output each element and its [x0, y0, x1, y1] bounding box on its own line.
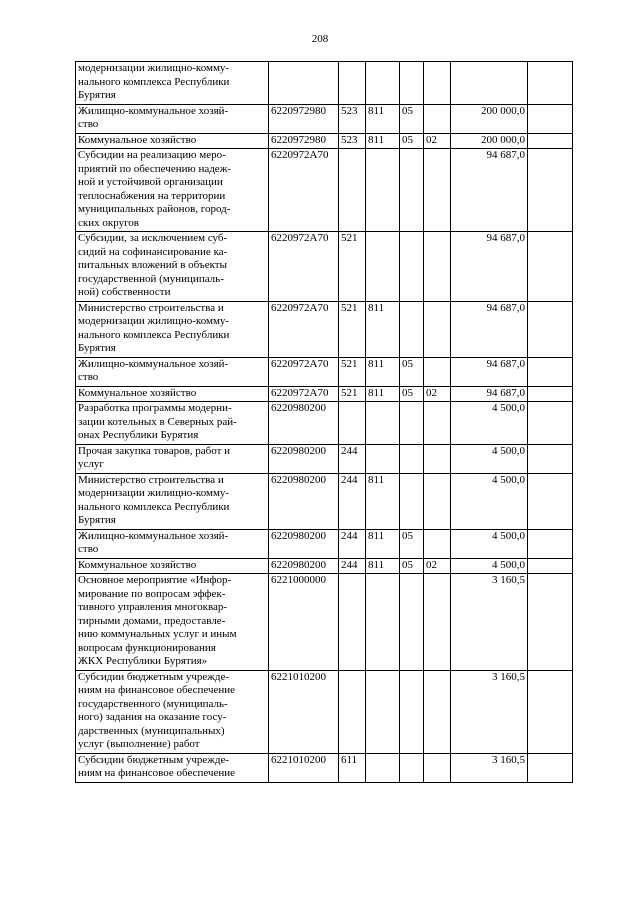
item-name-line: ство [78, 371, 99, 383]
table-row [76, 232, 573, 302]
item-name-line: ство [78, 118, 99, 130]
target-article-code: 6220972А70 [269, 232, 339, 302]
expense-type-code: 521 [339, 232, 366, 302]
item-name-line: Коммунальное хозяйство [78, 386, 197, 399]
department-code: 811 [366, 473, 400, 529]
expense-type-code: 244 [339, 558, 366, 574]
department-code: 811 [366, 301, 400, 357]
item-name-line: ских округов [78, 216, 139, 229]
item-name-line: Бурятия [78, 514, 116, 526]
table-row [76, 133, 573, 149]
extra-column [528, 62, 573, 105]
item-name-line: Субсидии бюджетным учрежде- [78, 753, 230, 766]
subsection-code [424, 232, 451, 302]
subsection-code [424, 149, 451, 232]
extra-column [528, 574, 573, 671]
department-code: 811 [366, 529, 400, 558]
extra-column [528, 104, 573, 133]
item-name-line: Министерство строительства и [78, 473, 224, 486]
amount: 4 500,0 [451, 558, 528, 574]
item-name [76, 301, 269, 357]
amount: 200 000,0 [451, 133, 528, 149]
extra-column [528, 529, 573, 558]
item-name [76, 402, 269, 445]
department-code: 811 [366, 357, 400, 386]
target-article-code: 6220972А70 [269, 386, 339, 402]
subsection-code [424, 301, 451, 357]
target-article-code: 6221010200 [269, 753, 339, 782]
item-name-line: Субсидии на реализацию меро- [78, 149, 226, 161]
table-row [76, 753, 573, 782]
extra-column [528, 753, 573, 782]
subsection-code [424, 574, 451, 671]
item-name-line: Коммунальное хозяйство [78, 558, 197, 571]
table-body [76, 62, 573, 783]
item-name [76, 529, 269, 558]
item-name-line: Жилищно-коммунальное хозяй- [78, 104, 229, 117]
extra-column [528, 386, 573, 402]
item-name [76, 104, 269, 133]
amount: 94 687,0 [451, 301, 528, 357]
department-code: 811 [366, 386, 400, 402]
amount [451, 62, 528, 105]
item-name [76, 386, 269, 402]
extra-column [528, 444, 573, 473]
table-row [76, 574, 573, 671]
section-code: 05 [400, 357, 424, 386]
subsection-code [424, 670, 451, 753]
extra-column [528, 473, 573, 529]
section-code: 05 [400, 558, 424, 574]
table-row [76, 670, 573, 753]
item-name [76, 62, 269, 105]
amount: 3 160,5 [451, 753, 528, 782]
item-name-line: онах Республики Бурятия [78, 429, 199, 441]
subsection-code [424, 402, 451, 445]
table-row [76, 104, 573, 133]
item-name-line: тивного управления многоквар- [78, 601, 228, 613]
section-code: 05 [400, 529, 424, 558]
item-name-line: ство [78, 543, 99, 555]
expense-type-code [339, 62, 366, 105]
item-name-line: ниям на финансовое обеспечение [78, 684, 236, 696]
subsection-code [424, 473, 451, 529]
extra-column [528, 301, 573, 357]
table-row [76, 62, 573, 105]
item-name-line: муниципальных районов, город- [78, 203, 231, 215]
page-number: 208 [311, 33, 329, 45]
item-name-line: Бурятия [78, 89, 116, 101]
section-code [400, 232, 424, 302]
item-name-line: Жилищно-коммунальное хозяй- [78, 357, 229, 370]
table-row [76, 357, 573, 386]
item-name-line: нального комплекса Республики [78, 75, 230, 88]
item-name [76, 753, 269, 782]
department-code [366, 402, 400, 445]
department-code: 811 [366, 133, 400, 149]
target-article-code: 6221000000 [269, 574, 339, 671]
item-name-line: ЖКХ Республики Бурятия» [78, 655, 208, 667]
department-code [366, 444, 400, 473]
item-name-line: услуг (выполнение) работ [78, 738, 200, 750]
amount: 3 160,5 [451, 574, 528, 671]
amount: 4 500,0 [451, 444, 528, 473]
item-name-line: Бурятия [78, 342, 116, 354]
item-name-line: теплоснабжения на территории [78, 189, 226, 202]
amount: 4 500,0 [451, 529, 528, 558]
department-code [366, 149, 400, 232]
target-article-code: 6220980200 [269, 473, 339, 529]
extra-column [528, 670, 573, 753]
subsection-code [424, 357, 451, 386]
subsection-code [424, 529, 451, 558]
section-code: 05 [400, 386, 424, 402]
item-name-line: Субсидии бюджетным учрежде- [78, 670, 230, 683]
section-code [400, 149, 424, 232]
target-article-code: 6220972А70 [269, 357, 339, 386]
target-article-code: 6220972980 [269, 104, 339, 133]
expense-type-code: 244 [339, 473, 366, 529]
item-name-line: Основное мероприятие «Инфор- [78, 574, 232, 586]
expense-type-code: 244 [339, 529, 366, 558]
item-name [76, 133, 269, 149]
item-name-line: ниям на финансовое обеспечение [78, 767, 236, 779]
extra-column [528, 149, 573, 232]
item-name-line: мирование по вопросам эффек- [78, 587, 226, 600]
department-code [366, 574, 400, 671]
expense-type-code [339, 402, 366, 445]
amount: 94 687,0 [451, 357, 528, 386]
section-code [400, 574, 424, 671]
item-name-line: Жилищно-коммунальное хозяй- [78, 529, 229, 542]
department-code: 811 [366, 104, 400, 133]
expense-type-code: 611 [339, 753, 366, 782]
item-name-line: питальных вложений в объекты [78, 259, 227, 271]
amount: 4 500,0 [451, 473, 528, 529]
expense-type-code [339, 149, 366, 232]
expense-type-code: 244 [339, 444, 366, 473]
amount: 94 687,0 [451, 232, 528, 302]
subsection-code [424, 62, 451, 105]
expense-type-code [339, 670, 366, 753]
item-name-line: зации котельных в Северных рай- [78, 415, 237, 428]
department-code [366, 232, 400, 302]
item-name-line: ного) задания на оказание госу- [78, 711, 227, 723]
subsection-code: 02 [424, 133, 451, 149]
item-name [76, 444, 269, 473]
section-code [400, 753, 424, 782]
expense-type-code: 521 [339, 386, 366, 402]
item-name-line: дарственных (муниципальных) [78, 724, 225, 737]
section-code: 05 [400, 133, 424, 149]
expense-type-code: 523 [339, 104, 366, 133]
amount: 4 500,0 [451, 402, 528, 445]
target-article-code: 6221010200 [269, 670, 339, 753]
section-code [400, 444, 424, 473]
item-name-line: сидий на софинансирование ка- [78, 245, 228, 258]
section-code [400, 670, 424, 753]
item-name-line: Разработка программы модерни- [78, 402, 232, 414]
extra-column [528, 402, 573, 445]
table-row [76, 386, 573, 402]
target-article-code: 6220972А70 [269, 301, 339, 357]
expense-type-code: 521 [339, 357, 366, 386]
extra-column [528, 558, 573, 574]
department-code [366, 670, 400, 753]
amount: 94 687,0 [451, 149, 528, 232]
item-name-line: Министерство строительства и [78, 301, 224, 314]
expense-type-code: 521 [339, 301, 366, 357]
table-row [76, 444, 573, 473]
item-name-line: модернизации жилищно-комму- [78, 62, 230, 74]
item-name-line: модернизации жилищно-комму- [78, 315, 230, 327]
table-row [76, 149, 573, 232]
subsection-code [424, 104, 451, 133]
extra-column [528, 232, 573, 302]
item-name-line: Субсидии, за исключением суб- [78, 232, 228, 244]
item-name-line: нального комплекса Республики [78, 328, 230, 341]
table-row [76, 473, 573, 529]
subsection-code: 02 [424, 386, 451, 402]
target-article-code: 6220980200 [269, 402, 339, 445]
item-name [76, 670, 269, 753]
item-name-line: тирными домами, предоставле- [78, 614, 226, 627]
budget-table [75, 61, 573, 783]
target-article-code: 6220972980 [269, 133, 339, 149]
item-name-line: Прочая закупка товаров, работ и [78, 444, 231, 457]
item-name-line: нального комплекса Республики [78, 500, 230, 513]
department-code: 811 [366, 558, 400, 574]
expense-type-code: 523 [339, 133, 366, 149]
subsection-code [424, 444, 451, 473]
target-article-code: 6220972А70 [269, 149, 339, 232]
item-name-line: ной и устойчивой организации [78, 176, 223, 188]
item-name [76, 149, 269, 232]
target-article-code: 6220980200 [269, 444, 339, 473]
target-article-code [269, 62, 339, 105]
item-name [76, 357, 269, 386]
target-article-code: 6220980200 [269, 529, 339, 558]
extra-column [528, 357, 573, 386]
table-row [76, 301, 573, 357]
item-name-line: государственного (муниципаль- [78, 697, 228, 710]
table-row [76, 402, 573, 445]
item-name [76, 558, 269, 574]
item-name-line: модернизации жилищно-комму- [78, 487, 230, 499]
department-code [366, 753, 400, 782]
item-name [76, 232, 269, 302]
item-name [76, 574, 269, 671]
amount: 200 000,0 [451, 104, 528, 133]
section-code [400, 473, 424, 529]
subsection-code [424, 753, 451, 782]
section-code [400, 402, 424, 445]
table-row [76, 529, 573, 558]
item-name-line: Коммунальное хозяйство [78, 133, 197, 146]
item-name-line: приятий по обеспечению надеж- [78, 162, 231, 175]
section-code [400, 62, 424, 105]
item-name [76, 473, 269, 529]
table-row [76, 558, 573, 574]
extra-column [528, 133, 573, 149]
amount: 3 160,5 [451, 670, 528, 753]
department-code [366, 62, 400, 105]
amount: 94 687,0 [451, 386, 528, 402]
target-article-code: 6220980200 [269, 558, 339, 574]
item-name-line: нию коммунальных услуг и иным [78, 628, 237, 640]
section-code [400, 301, 424, 357]
subsection-code: 02 [424, 558, 451, 574]
item-name-line: ной) собственности [78, 286, 171, 298]
item-name-line: вопросам функционирования [78, 641, 216, 654]
item-name-line: государственной (муниципаль- [78, 272, 224, 285]
section-code: 05 [400, 104, 424, 133]
expense-type-code [339, 574, 366, 671]
item-name-line: услуг [78, 458, 104, 470]
